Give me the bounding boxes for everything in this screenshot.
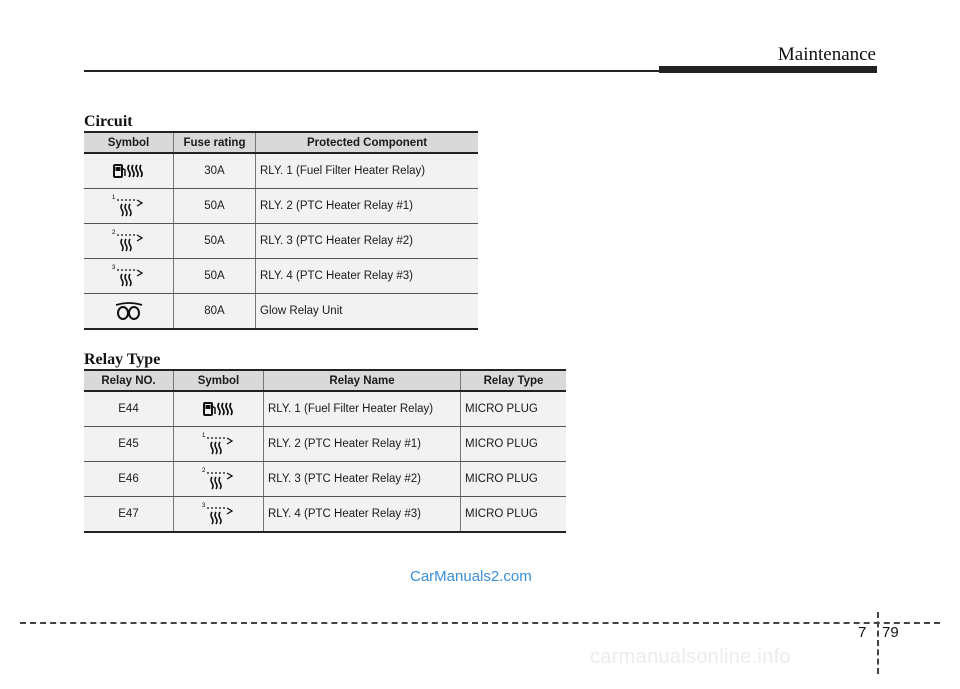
- table-row: [84, 427, 566, 462]
- icon-digit: 1: [201, 433, 205, 439]
- relay-type-cell: MICRO PLUG: [461, 462, 567, 497]
- ptc-heater-1-icon: [112, 194, 146, 218]
- symbol-cell: [84, 224, 174, 259]
- fuse-rating-cell: 50A: [174, 189, 256, 224]
- page-section-title: Maintenance: [777, 44, 876, 65]
- relay-no-cell: E44: [84, 391, 174, 427]
- component-cell: RLY. 3 (PTC Heater Relay #2): [256, 224, 479, 259]
- fuel-filter-heater-icon: [112, 160, 146, 182]
- column-header-symbol: Symbol: [84, 132, 174, 153]
- icon-digit: 3: [111, 265, 115, 271]
- table-row: [84, 224, 478, 259]
- symbol-cell: [174, 462, 264, 497]
- icon-digit: 2: [111, 230, 115, 236]
- page-number: 79: [882, 624, 899, 641]
- column-header-relay-no: Relay NO.: [84, 370, 174, 391]
- symbol-cell: [84, 153, 174, 189]
- table-header-row: [84, 370, 566, 391]
- column-header-protected-component: Protected Component: [256, 132, 479, 153]
- table-row: [84, 153, 478, 189]
- header-bar: [659, 66, 877, 73]
- icon-digit: 2: [201, 468, 205, 474]
- table-row: [84, 497, 566, 533]
- column-header-symbol: Symbol: [174, 370, 264, 391]
- fuse-rating-cell: 50A: [174, 224, 256, 259]
- symbol-cell: [174, 427, 264, 462]
- circuit-table: [84, 131, 478, 330]
- fuel-filter-heater-icon: [202, 398, 236, 420]
- ptc-heater-2-icon: [202, 467, 236, 491]
- table-row: [84, 259, 478, 294]
- symbol-cell: [84, 294, 174, 330]
- ptc-heater-1-icon: [202, 432, 236, 456]
- table-row: [84, 391, 566, 427]
- relay-name-cell: RLY. 1 (Fuel Filter Heater Relay): [264, 391, 461, 427]
- relay-no-cell: E46: [84, 462, 174, 497]
- symbol-cell: [84, 259, 174, 294]
- component-cell: RLY. 2 (PTC Heater Relay #1): [256, 189, 479, 224]
- relay-type-cell: MICRO PLUG: [461, 497, 567, 533]
- ptc-heater-2-icon: [112, 229, 146, 253]
- relay-name-cell: RLY. 2 (PTC Heater Relay #1): [264, 427, 461, 462]
- icon-digit: 3: [201, 503, 205, 509]
- symbol-cell: [174, 497, 264, 533]
- table-row: [84, 294, 478, 330]
- ptc-heater-3-icon: [112, 264, 146, 288]
- relay-type-cell: MICRO PLUG: [461, 427, 567, 462]
- table-header-row: [84, 132, 478, 153]
- symbol-cell: [84, 189, 174, 224]
- component-cell: RLY. 4 (PTC Heater Relay #3): [256, 259, 479, 294]
- fuse-rating-cell: 80A: [174, 294, 256, 330]
- footer-page-separator: [877, 612, 879, 674]
- symbol-cell: [174, 391, 264, 427]
- chapter-number: 7: [858, 624, 867, 641]
- column-header-fuse-rating: Fuse rating: [174, 132, 256, 153]
- table-row: [84, 189, 478, 224]
- relay-name-cell: RLY. 3 (PTC Heater Relay #2): [264, 462, 461, 497]
- fuse-rating-cell: 30A: [174, 153, 256, 189]
- table-row: [84, 462, 566, 497]
- icon-digit: 1: [111, 195, 115, 201]
- relay-name-cell: RLY. 4 (PTC Heater Relay #3): [264, 497, 461, 533]
- fuse-rating-cell: 50A: [174, 259, 256, 294]
- component-cell: RLY. 1 (Fuel Filter Heater Relay): [256, 153, 479, 189]
- relay-no-cell: E47: [84, 497, 174, 533]
- column-header-relay-type: Relay Type: [461, 370, 567, 391]
- watermark-link[interactable]: CarManuals2.com: [410, 568, 532, 585]
- component-cell: Glow Relay Unit: [256, 294, 479, 330]
- column-header-relay-name: Relay Name: [264, 370, 461, 391]
- relay-type-table: [84, 369, 566, 533]
- glow-plug-icon: [112, 301, 146, 321]
- ptc-heater-3-icon: [202, 502, 236, 526]
- footer-divider: [20, 622, 940, 624]
- header-rule: [84, 70, 659, 72]
- relay-no-cell: E45: [84, 427, 174, 462]
- relay-type-cell: MICRO PLUG: [461, 391, 567, 427]
- circuit-heading: Circuit: [84, 113, 133, 130]
- site-footer-watermark: carmanualsonline.info: [590, 646, 791, 668]
- relay-type-heading: Relay Type: [84, 351, 161, 368]
